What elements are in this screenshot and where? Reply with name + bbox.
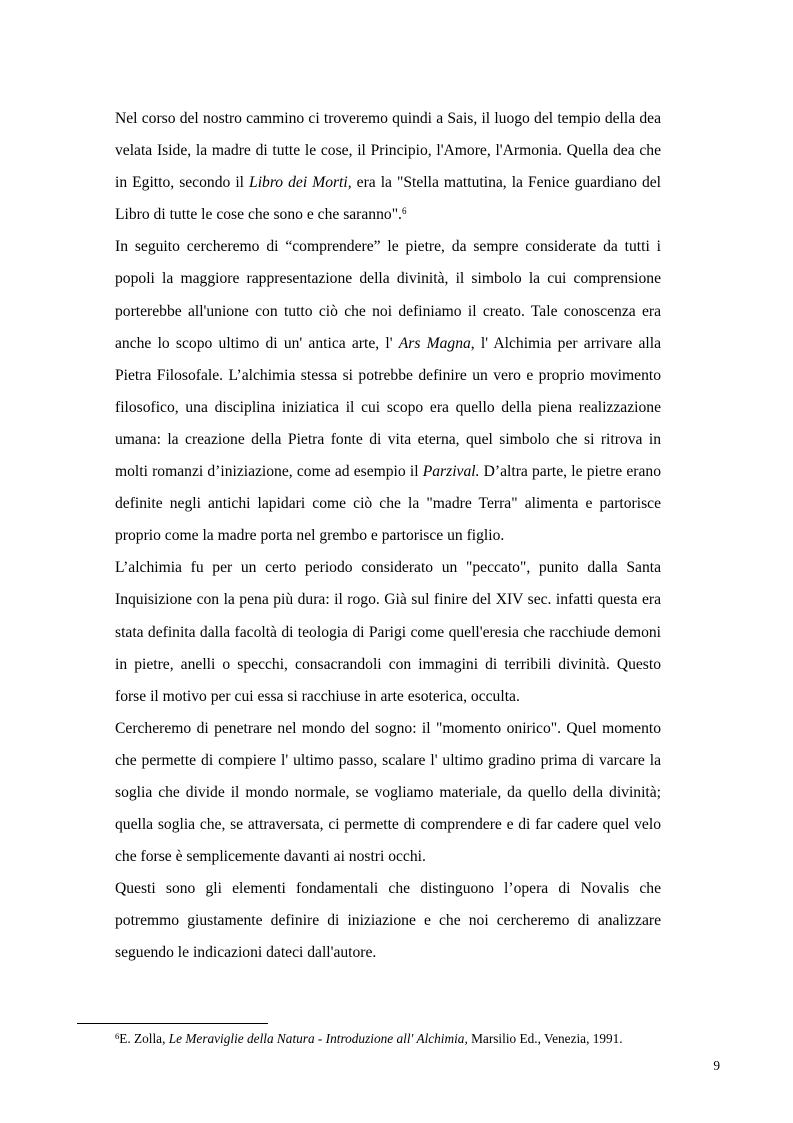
paragraph (115, 873, 661, 969)
footnote-suffix: Marsilio Ed., Venezia, 1991. (467, 1031, 623, 1046)
italic-text: Ars Magna (398, 334, 471, 352)
text-run: D’altra parte, le pietre erano definite negli antichi lapidari come ciò che la "madre Terra" alimenta e partorisce proprio come la madre porta nel grembo e partorisce un figlio. (115, 463, 662, 545)
body-text (115, 103, 661, 970)
text-run: In seguito cercheremo di “comprendere” le pietre, da sempre considerate da tutti i popoli la maggiore rappresentazione della divinità, il simbolo la cui comprensione porterebbe all'unione con tutto ciò che noi definiamo il creato. Tale conoscenza era anche lo scopo ultimo di un' antica arte, l' (115, 238, 661, 352)
text-run: Nel corso del nostro cammino ci troveremo quindi a Sais, il luogo del tempio della dea velata Iside, la madre di tutte le cose, il Principio, l'Amore, l'Armonia. Quella dea che in Egitto, secondo il (115, 110, 661, 192)
paragraph (115, 103, 661, 231)
paragraph (115, 713, 661, 873)
footnote-reference: 6 (401, 206, 407, 217)
footnote (115, 1030, 623, 1048)
italic-text: Libro dei Morti, (249, 174, 352, 192)
italic-text: Parzival. (422, 463, 480, 481)
text-run: , l' Alchimia per arrivare alla Pietra Filosofale. L’alchimia stessa si potrebbe definire un vero e proprio movimento filosofico, una disciplina iniziatica il cui scopo era quello della piena realizzazione umana: la creazione della Pietra fonte di vita eterna, quel simbolo che si ritrova in molti romanzi d’iniziazione, come ad esempio il (115, 334, 661, 481)
page-number: 9 (713, 1058, 720, 1073)
text-run: Questi sono gli elementi fondamentali che distinguono l’opera di Novalis che potremmo giustamente definire di iniziazione e che noi cercheremo di analizzare seguendo le indicazioni dateci dall'autore. (115, 880, 661, 962)
text-run: era la "Stella mattutina, la Fenice guardiano del Libro di tutte le cose che sono e che saranno". (115, 174, 661, 224)
footnote-title: Le Meraviglie della Natura - Introduzione all' Alchimia, (168, 1031, 468, 1046)
paragraph (115, 231, 661, 552)
footnote-marker: 6 (115, 1031, 120, 1041)
text-run: L’alchimia fu per un certo periodo considerato un "peccato", punito dalla Santa Inquisizione con la pena più dura: il rogo. Già sul finire del XIV sec. infatti questa era stata definita dalla facoltà di teologia di Parigi come quell'eresia che racchiude demoni in pietre, anelli o specchi, consacrandoli con immagini di terribili divinità. Questo forse il motivo per cui essa si racchiuse in arte esoterica, occulta. (115, 559, 661, 705)
footnote-prefix: E. Zolla, (119, 1031, 169, 1046)
text-run: Cercheremo di penetrare nel mondo del sogno: il "momento onirico". Quel momento che permette di compiere l' ultimo passo, scalare l' ultimo gradino prima di varcare la soglia che divide il mondo normale, se vogliamo materiale, da quello della divinità; quella soglia che, se attraversata, ci permette di comprendere e di far cadere quel velo che forse è semplicemente davanti ai nostri occhi. (115, 719, 661, 866)
paragraph (115, 552, 661, 712)
footnote-separator (77, 1023, 268, 1024)
